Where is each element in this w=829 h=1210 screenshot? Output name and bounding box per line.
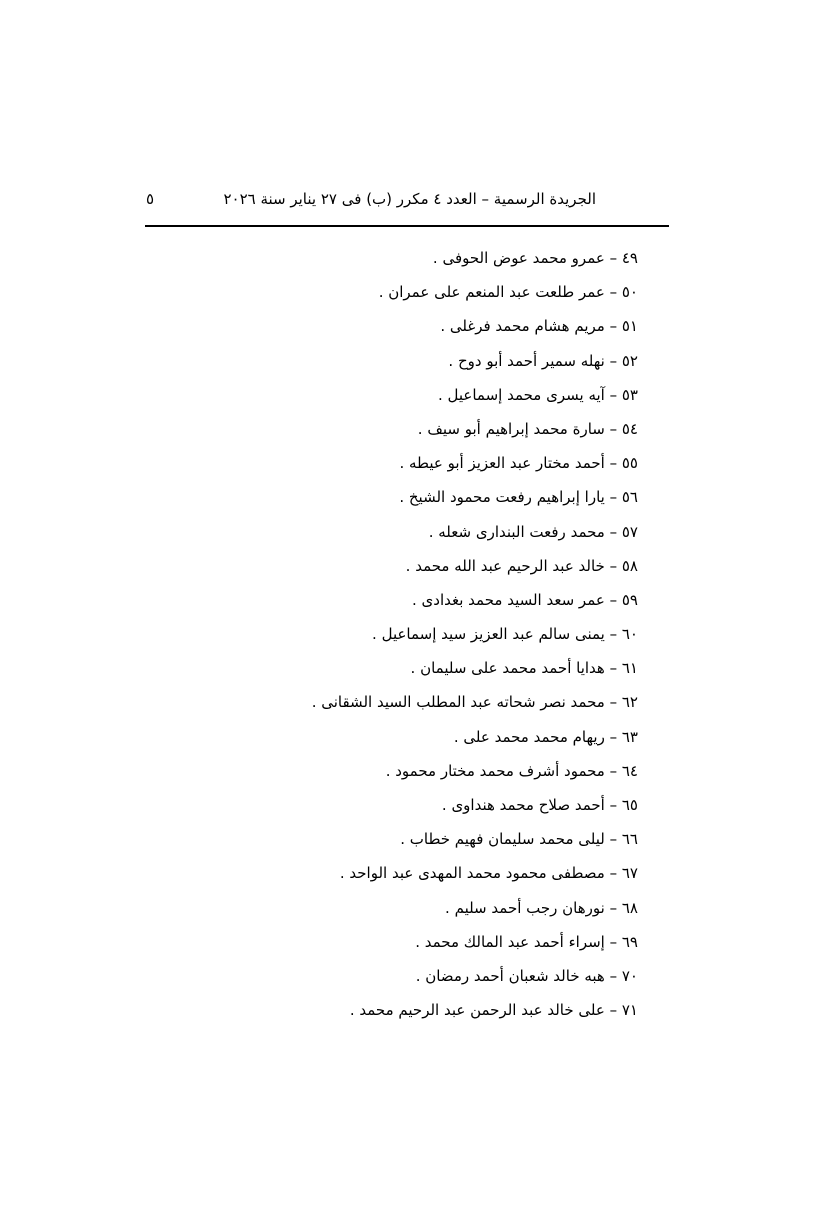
list-item: ٤٩ – عمرو محمد عوض الحوفى . bbox=[432, 249, 638, 267]
list-item: ٦٥ – أحمد صلاح محمد هنداوى . bbox=[441, 796, 638, 814]
list-item: ٥٤ – سارة محمد إبراهيم أبو سيف . bbox=[417, 419, 638, 438]
names-list bbox=[312, 241, 638, 1027]
list-item: ٥٢ – نهله سمير أحمد أبو دوح . bbox=[448, 351, 638, 370]
list-item: ٦٠ – يمنى سالم عبد العزيز سيد إسماعيل . bbox=[372, 625, 638, 644]
list-item: ٥٠ – عمر طلعت عبد المنعم على عمران . bbox=[378, 283, 638, 302]
list-item: ٥١ – مريم هشام محمد فرغلى . bbox=[440, 317, 638, 336]
list-item: ٦٤ – محمود أشرف محمد مختار محمود . bbox=[385, 761, 638, 780]
list-item: ٥٥ – أحمد مختار عبد العزيز أبو عيطه . bbox=[399, 454, 638, 473]
page-number: ٥ bbox=[146, 190, 155, 208]
header-divider bbox=[145, 225, 669, 227]
list-item: ٧١ – على خالد عبد الرحمن عبد الرحيم محمد . bbox=[349, 1001, 638, 1020]
page-header-title: الجريدة الرسمية – العدد ٤ مكرر (ب) فى ٢٧ يناير سنة ٢٠٢٦ bbox=[223, 190, 596, 208]
list-item: ٥٦ – يارا إبراهيم رفعت محمود الشيخ . bbox=[399, 488, 638, 507]
list-item: ٥٣ – آيه يسرى محمد إسماعيل . bbox=[437, 385, 638, 404]
list-item: ٦٦ – ليلى محمد سليمان فهيم خطاب . bbox=[400, 830, 638, 849]
list-item: ٦٧ – مصطفى محمود محمد المهدى عبد الواحد . bbox=[339, 864, 638, 883]
list-item: ٥٧ – محمد رفعت البندارى شعله . bbox=[428, 522, 638, 541]
list-item: ٦٣ – ريهام محمد محمد على . bbox=[453, 727, 638, 746]
list-item: ٦٩ – إسراء أحمد عبد المالك محمد . bbox=[415, 932, 638, 951]
list-item: ٥٩ – عمر سعد السيد محمد بغدادى . bbox=[411, 590, 638, 609]
list-item: ٦٨ – نورهان رجب أحمد سليم . bbox=[445, 898, 638, 917]
list-item: ٦٢ – محمد نصر شحاته عبد المطلب السيد الشقانى . bbox=[311, 693, 638, 712]
list-item: ٦١ – هدايا أحمد محمد على سليمان . bbox=[410, 659, 638, 678]
list-item: ٥٨ – خالد عبد الرحيم عبد الله محمد . bbox=[405, 556, 638, 575]
list-item: ٧٠ – هبه خالد شعبان أحمد رمضان . bbox=[415, 966, 638, 985]
